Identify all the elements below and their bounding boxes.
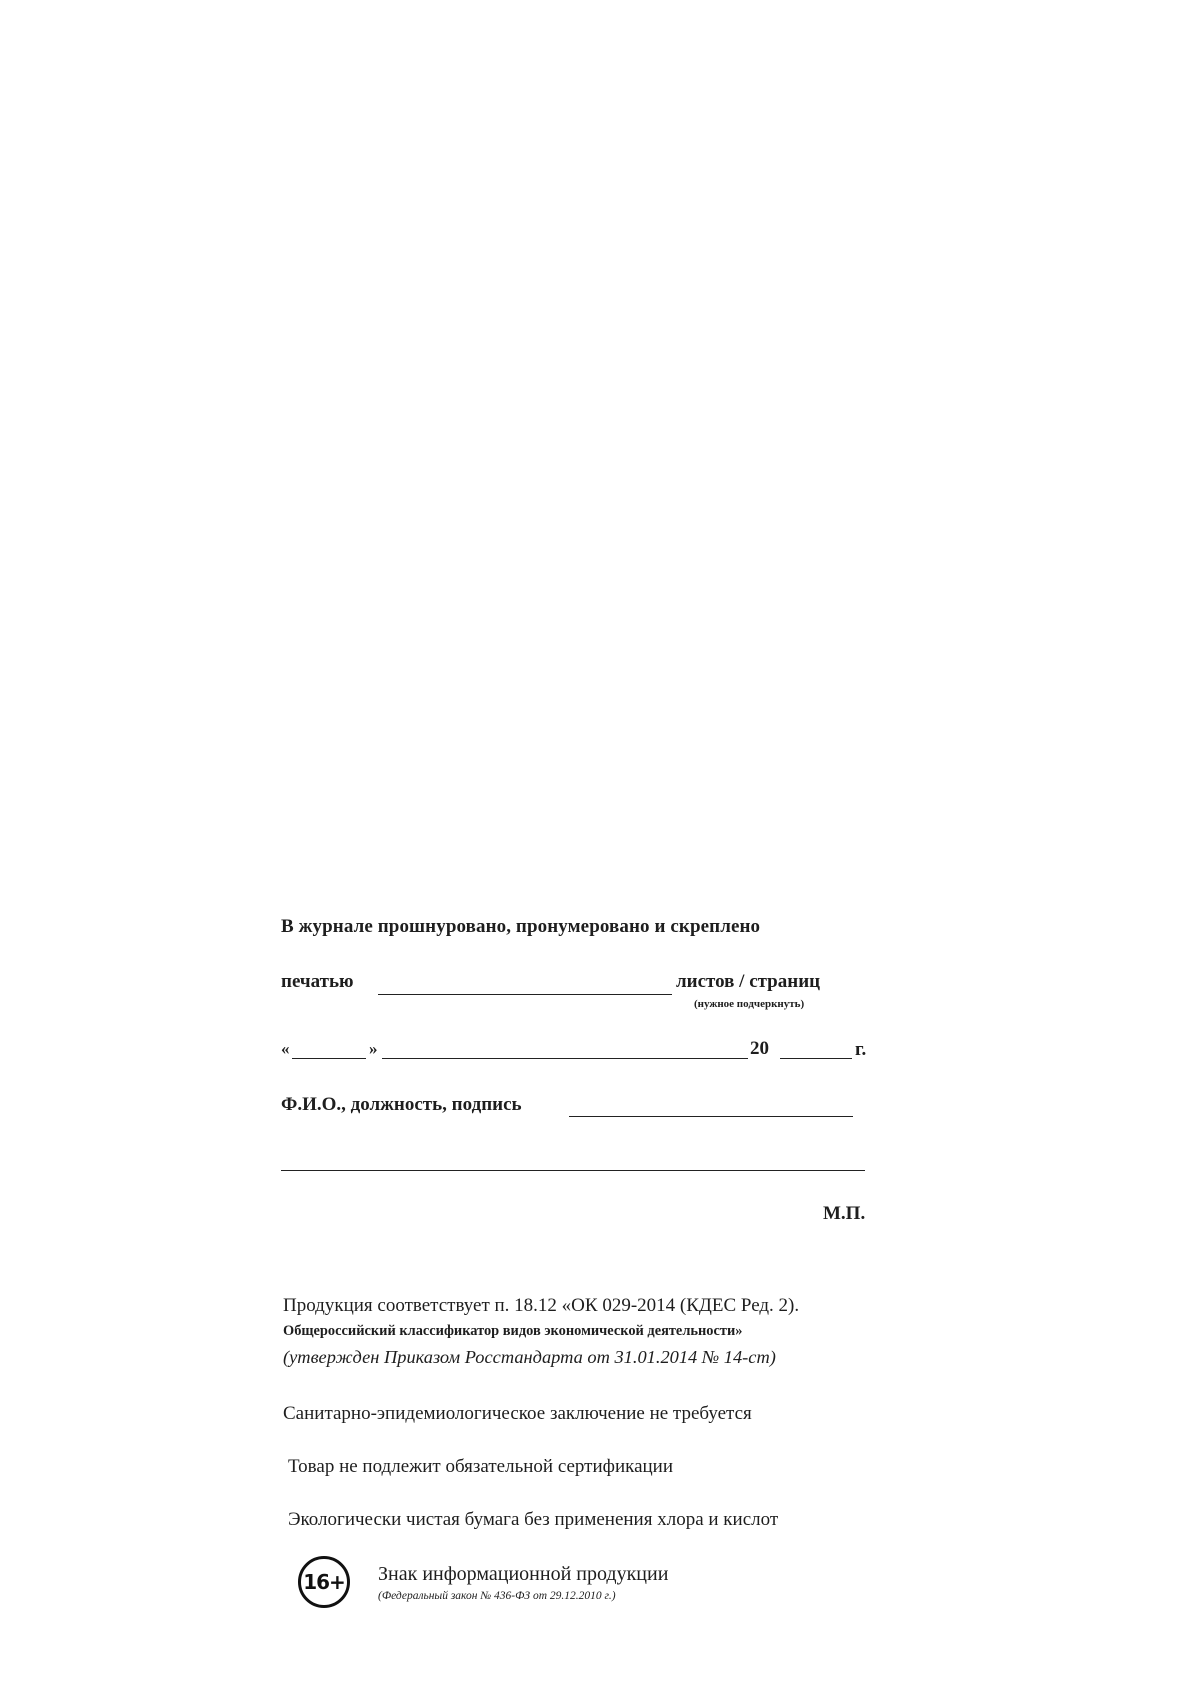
compliance-line-3: (утвержден Приказом Росстандарта от 31.01.2014 № 14-ст) [283,1347,776,1367]
seal-label: печатью [281,971,354,992]
sheet-count-blank [378,994,672,995]
month-blank [382,1058,748,1059]
year-blank [780,1058,852,1059]
age-rating-16-icon: 16+ [298,1556,350,1608]
day-blank [292,1058,366,1059]
year-suffix: г. [855,1039,867,1060]
year-prefix: 20 [750,1038,769,1059]
info-product-label: Знак информационной продукции [378,1563,669,1585]
certification-note: Товар не подлежит обязательной сертификации [288,1456,674,1477]
federal-law-note: (Федеральный закон № 436-ФЗ от 29.12.2010 г.) [378,1590,616,1602]
certification-heading: В журнале прошнуровано, пронумеровано и скреплено [281,916,761,937]
date-close-quote: » [369,1039,378,1058]
eco-paper-note: Экологически чистая бумага без применения хлора и кислот [288,1509,779,1530]
compliance-line-1: Продукция соответствует п. 18.12 «ОК 029-2014 (КДЕС Ред. 2). [283,1295,800,1316]
sheets-pages-label: листов / страниц [676,971,821,992]
signature-blank [569,1116,853,1117]
date-open-quote: « [281,1039,290,1058]
underline-hint: (нужное подчеркнуть) [694,998,805,1010]
sanitary-note: Санитарно-эпидемиологическое заключение не требуется [283,1403,752,1424]
stamp-place-label: М.П. [823,1203,866,1224]
compliance-line-2: Общероссийский классификатор видов экономической деятельности» [283,1323,743,1339]
signature-continuation-line [281,1170,865,1171]
signature-label: Ф.И.О., должность, подпись [281,1094,522,1115]
